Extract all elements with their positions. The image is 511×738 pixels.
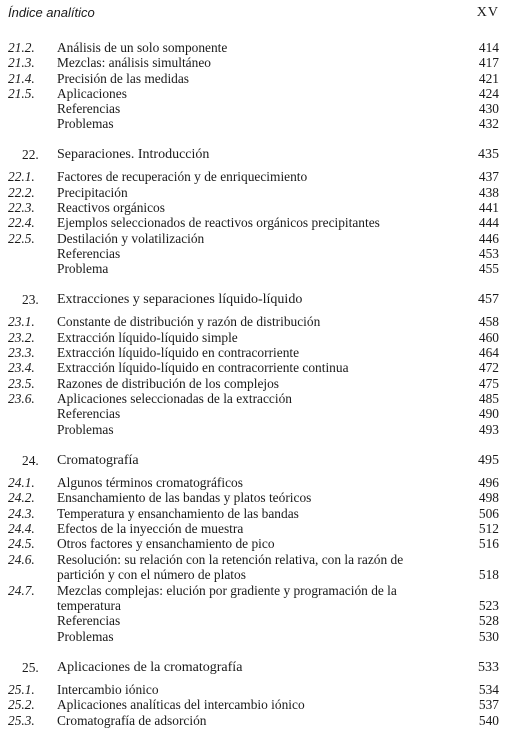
section-title: Mezclas: análisis simultáneo xyxy=(57,55,211,70)
page-number: 458 xyxy=(478,314,499,329)
page-number: 430 xyxy=(478,101,499,116)
section-number: 22.2. xyxy=(8,185,35,200)
page-number: 446 xyxy=(478,231,499,246)
section-number: 23.1. xyxy=(8,314,35,329)
page-number: 437 xyxy=(478,169,499,184)
toc-entry-row xyxy=(0,185,511,201)
section-number: 23.4. xyxy=(8,360,35,375)
toc-entry-row xyxy=(0,101,511,117)
page-number: 495 xyxy=(478,453,499,468)
section-title: Análisis de un solo somponente xyxy=(57,40,228,55)
section-number: 24.6. xyxy=(8,552,35,567)
page-number: 455 xyxy=(478,261,499,276)
section-title: Reactivos orgánicos xyxy=(57,200,165,215)
section-number: 24.2. xyxy=(8,490,35,505)
section-title: Ensanchamiento de las bandas y platos teóricos xyxy=(57,490,312,505)
page-number: 518 xyxy=(478,567,499,582)
section-number: 24.1. xyxy=(8,475,35,490)
page-number: 516 xyxy=(478,536,499,551)
toc-entry-row xyxy=(0,200,511,216)
page-number: 490 xyxy=(478,406,499,421)
section-title: Referencias xyxy=(57,246,121,261)
section-title: Resolución: su relación con la retención relativa, con la razón de xyxy=(57,552,404,567)
section-number: 24. xyxy=(22,453,39,468)
section-title: Problemas xyxy=(57,629,114,644)
toc-entry-row xyxy=(0,713,511,729)
toc-entry-row xyxy=(0,613,511,629)
section-title: Precipitación xyxy=(57,185,128,200)
toc-entry-row xyxy=(0,536,511,552)
section-number: 22.3. xyxy=(8,200,35,215)
page-number: 528 xyxy=(478,613,499,628)
section-title: Algunos términos cromatográficos xyxy=(57,475,243,490)
page-number: 453 xyxy=(478,246,499,261)
toc-entry-row xyxy=(0,391,511,407)
page-number: 444 xyxy=(478,215,499,230)
section-title: Aplicaciones xyxy=(57,86,127,101)
toc-entry-row xyxy=(0,583,511,599)
toc-entry-row xyxy=(0,697,511,713)
section-title: Temperatura y ensanchamiento de las bandas xyxy=(57,506,299,521)
toc-entry-row xyxy=(0,490,511,506)
section-title: Separaciones. Introducción xyxy=(57,147,210,162)
section-number: 21.3. xyxy=(8,55,35,70)
section-title: Constante de distribución y razón de distribución xyxy=(57,314,321,329)
section-title: Mezclas complejas: elución por gradiente y programación de la xyxy=(57,583,397,598)
section-number: 24.7. xyxy=(8,583,35,598)
page-number: 472 xyxy=(478,360,499,375)
toc-entry-row xyxy=(0,86,511,102)
toc-entry-row xyxy=(0,330,511,346)
section-number: 21.5. xyxy=(8,86,35,101)
toc-entry-row xyxy=(0,71,511,87)
section-title: Referencias xyxy=(57,406,121,421)
toc-entry-row xyxy=(0,376,511,392)
section-title: Extracción líquido-líquido en contracorriente continua xyxy=(57,360,349,375)
toc-entry-row xyxy=(0,345,511,361)
section-number: 25.1. xyxy=(8,682,35,697)
toc-entry-row xyxy=(0,598,511,614)
section-title: Aplicaciones de la cromatografía xyxy=(57,660,243,675)
page-number: 533 xyxy=(478,660,499,675)
section-title: Precisión de las medidas xyxy=(57,71,190,86)
page-number: 475 xyxy=(478,376,499,391)
section-number: 23.6. xyxy=(8,391,35,406)
section-number: 25.3. xyxy=(8,713,35,728)
section-title: Destilación y volatilización xyxy=(57,231,205,246)
section-title: Factores de recuperación y de enriquecimiento xyxy=(57,169,308,184)
section-number: 21.2. xyxy=(8,40,35,55)
toc-chapter-row xyxy=(0,292,511,308)
section-title: partición y con el número de platos xyxy=(57,567,246,582)
toc-entry-row xyxy=(0,521,511,537)
section-title: Extracción líquido-líquido simple xyxy=(57,330,238,345)
page-number: 498 xyxy=(478,490,499,505)
page-number: 435 xyxy=(478,147,499,162)
page-number: 432 xyxy=(478,116,499,131)
section-title: Efectos de la inyección de muestra xyxy=(57,521,244,536)
page-number: 534 xyxy=(478,682,499,697)
toc-entry-row xyxy=(0,567,511,583)
section-number: 22.5. xyxy=(8,231,35,246)
toc-entry-row xyxy=(0,422,511,438)
section-title: Ejemplos seleccionados de reactivos orgánicos precipitantes xyxy=(57,215,380,230)
toc-entry-row xyxy=(0,55,511,71)
toc-entry-row xyxy=(0,215,511,231)
page-number: 460 xyxy=(478,330,499,345)
section-title: Intercambio iónico xyxy=(57,682,159,697)
section-number: 22. xyxy=(22,147,39,162)
section-number: 23.3. xyxy=(8,345,35,360)
section-number: 23.2. xyxy=(8,330,35,345)
toc-entry-row xyxy=(0,246,511,262)
section-number: 24.3. xyxy=(8,506,35,521)
section-number: 23. xyxy=(22,292,39,307)
roman-page-number: XV xyxy=(476,5,499,20)
toc-entry-row xyxy=(0,552,511,568)
section-title: Otros factores y ensanchamiento de pico xyxy=(57,536,275,551)
section-title: Problema xyxy=(57,261,109,276)
page-number: 417 xyxy=(478,55,499,70)
toc-entry-row xyxy=(0,116,511,132)
page-number: 512 xyxy=(478,521,499,536)
page-number: 540 xyxy=(478,713,499,728)
toc-entry-row xyxy=(0,169,511,185)
toc-chapter-row xyxy=(0,453,511,469)
section-number: 23.5. xyxy=(8,376,35,391)
page-number: 414 xyxy=(478,40,499,55)
section-title: Referencias xyxy=(57,613,121,628)
toc-entry-row xyxy=(0,360,511,376)
section-title: Cromatografía xyxy=(57,453,139,468)
section-number: 24.5. xyxy=(8,536,35,551)
page-number: 457 xyxy=(478,292,499,307)
page-number: 421 xyxy=(478,71,499,86)
page-number: 464 xyxy=(478,345,499,360)
section-number: 22.1. xyxy=(8,169,35,184)
section-number: 25.2. xyxy=(8,697,35,712)
page-number: 506 xyxy=(478,506,499,521)
section-title: temperatura xyxy=(57,598,121,613)
page-number: 537 xyxy=(478,697,499,712)
toc-chapter-row xyxy=(0,147,511,163)
page-number: 523 xyxy=(478,598,499,613)
toc-chapter-row xyxy=(0,660,511,676)
section-title: Problemas xyxy=(57,422,114,437)
page-number: 485 xyxy=(478,391,499,406)
toc-entry-row xyxy=(0,261,511,277)
toc-entry-row xyxy=(0,406,511,422)
toc-entry-row xyxy=(0,475,511,491)
section-number: 22.4. xyxy=(8,215,35,230)
page-number: 424 xyxy=(478,86,499,101)
section-title: Cromatografía de adsorción xyxy=(57,713,207,728)
toc-entry-row xyxy=(0,629,511,645)
section-number: 21.4. xyxy=(8,71,35,86)
section-title: Extracción líquido-líquido en contracorriente xyxy=(57,345,300,360)
section-number: 25. xyxy=(22,660,39,675)
page-number: 530 xyxy=(478,629,499,644)
section-title: Referencias xyxy=(57,101,121,116)
section-title: Aplicaciones analíticas del intercambio iónico xyxy=(57,697,305,712)
page-number: 438 xyxy=(478,185,499,200)
running-title: Índice analítico xyxy=(8,5,95,20)
toc-entry-row xyxy=(0,506,511,522)
section-title: Problemas xyxy=(57,116,114,131)
toc-entry-row xyxy=(0,682,511,698)
toc-entry-row xyxy=(0,231,511,247)
page-number: 493 xyxy=(478,422,499,437)
page-number: 496 xyxy=(478,475,499,490)
page-number: 441 xyxy=(478,200,499,215)
toc-entry-row xyxy=(0,314,511,330)
section-title: Aplicaciones seleccionadas de la extracción xyxy=(57,391,292,406)
section-title: Extracciones y separaciones líquido-líquido xyxy=(57,292,303,307)
section-title: Razones de distribución de los complejos xyxy=(57,376,280,391)
toc-entry-row xyxy=(0,40,511,56)
section-number: 24.4. xyxy=(8,521,35,536)
